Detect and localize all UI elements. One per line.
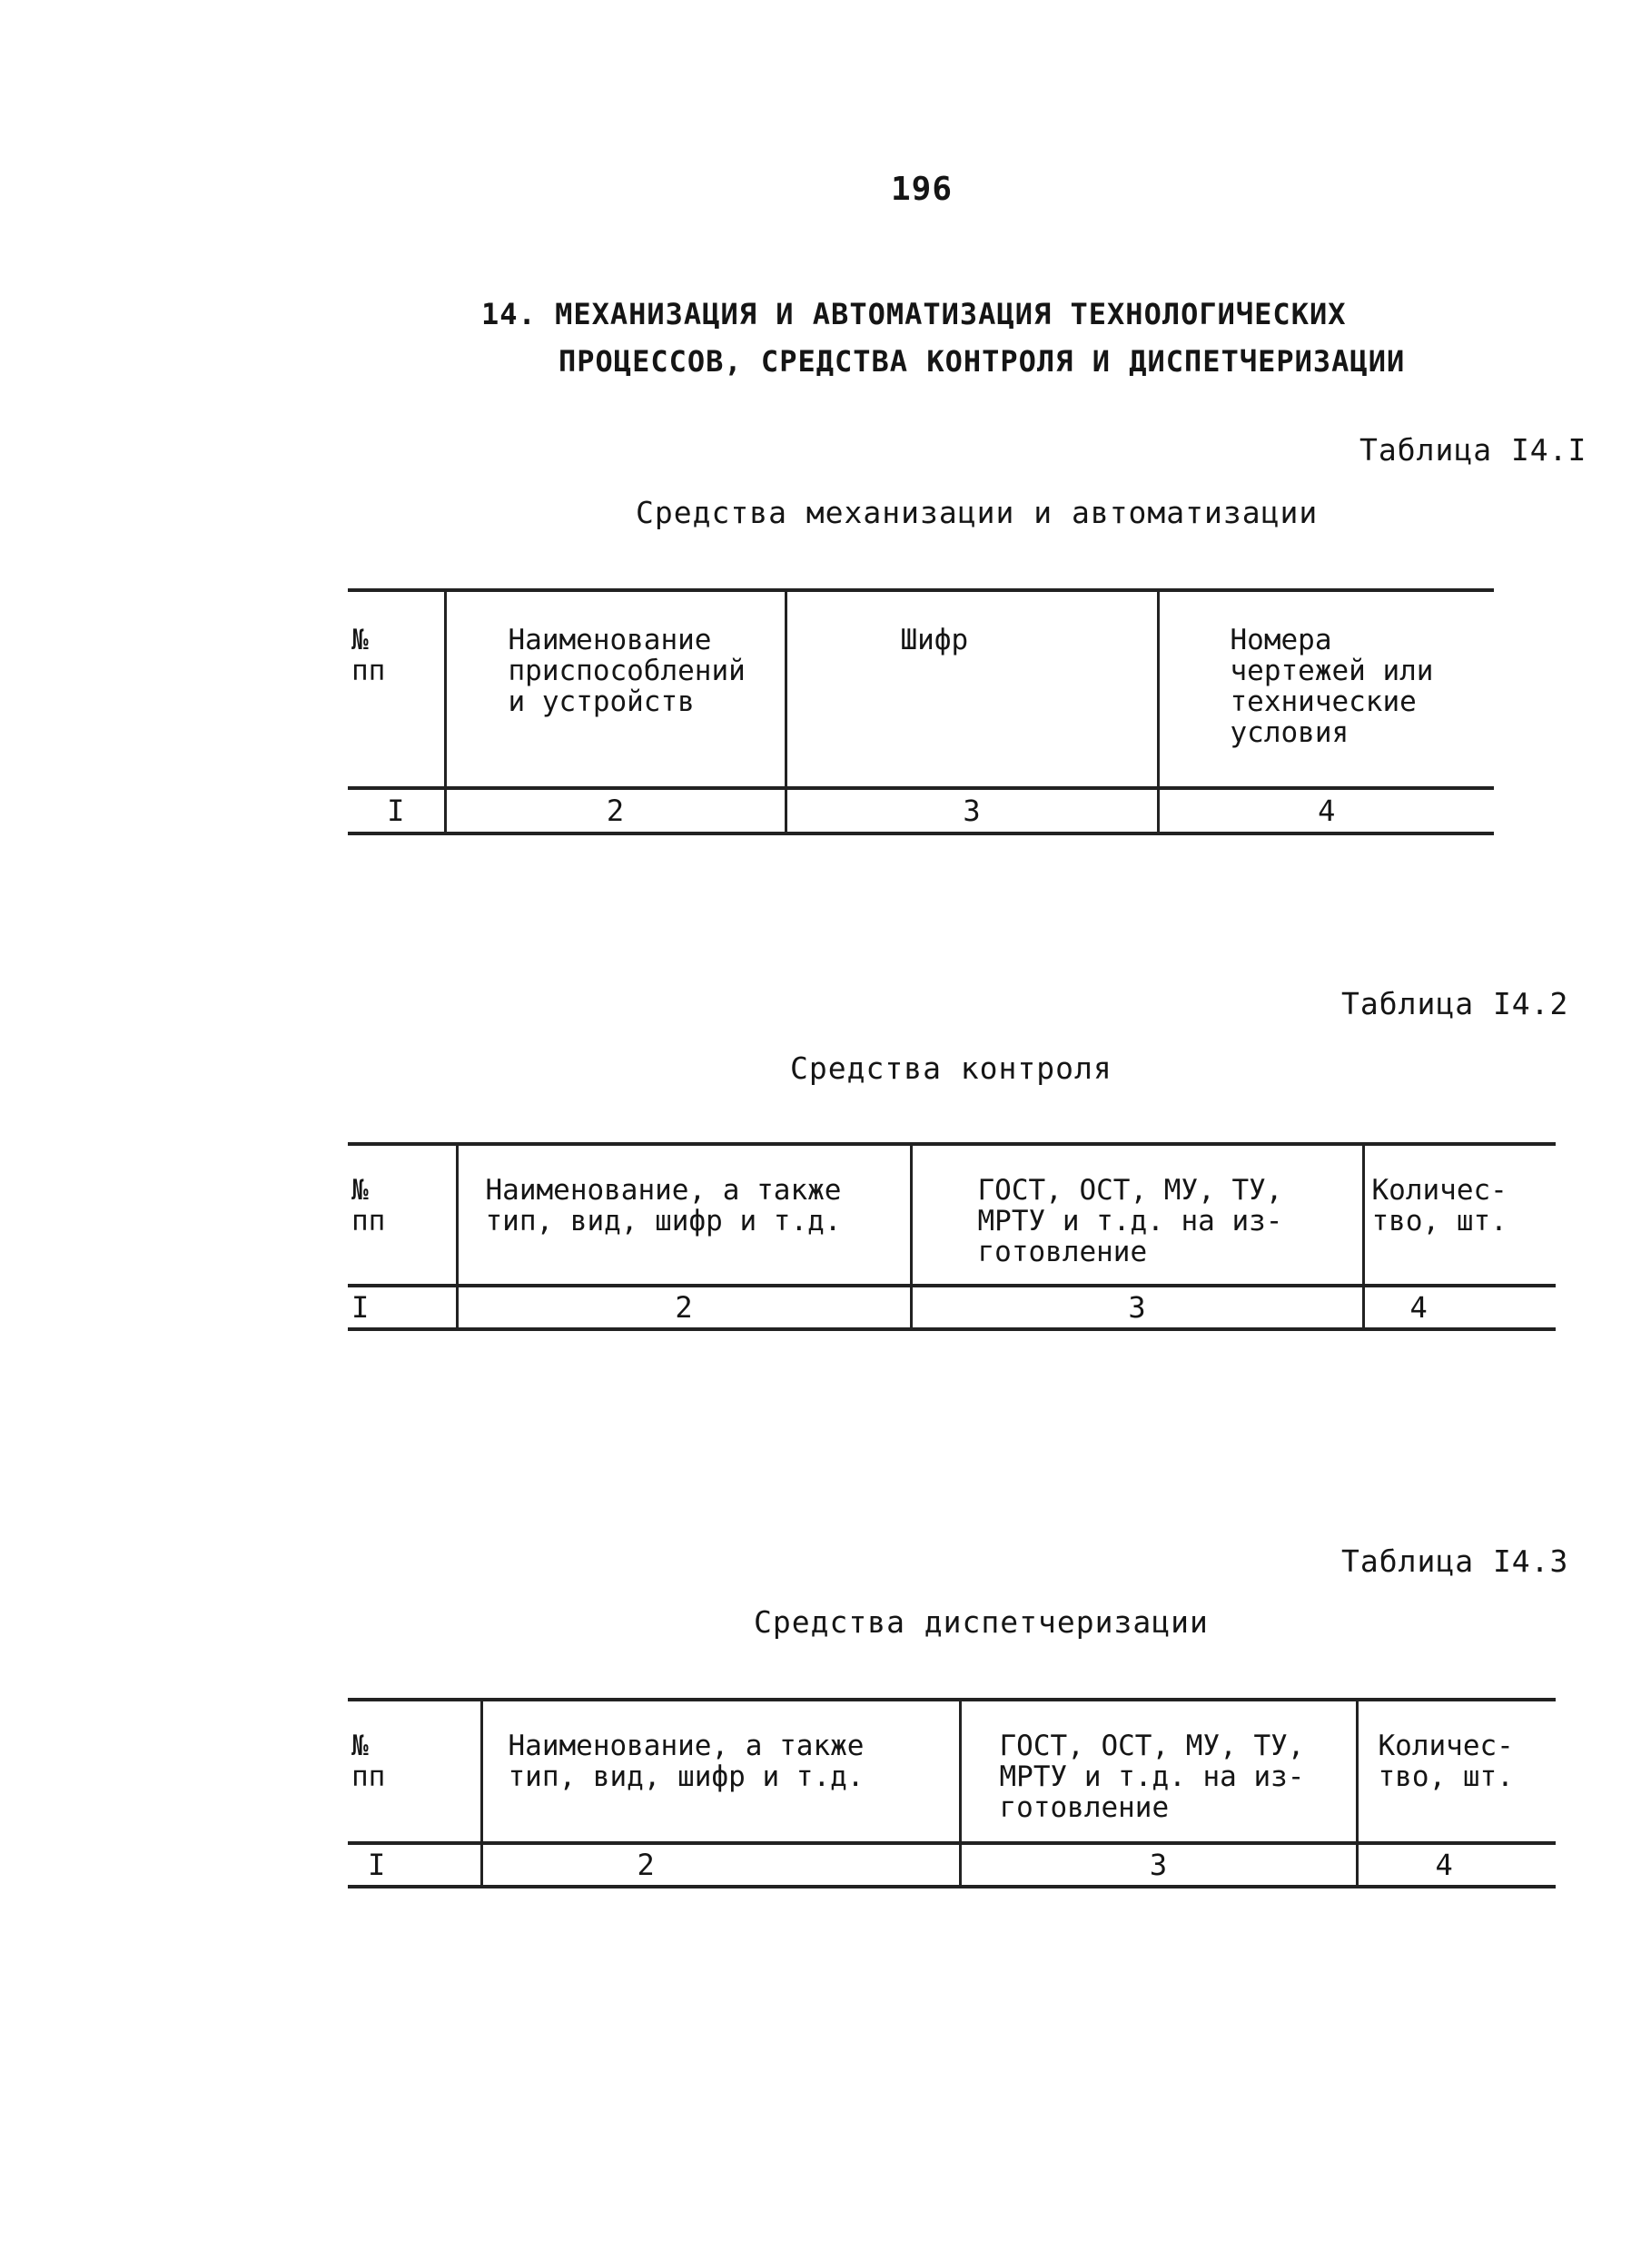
table-3-header-name: Наименование, а также тип, вид, шифр и т.д. [508,1730,865,1793]
table-2 [348,1142,1556,1331]
table-3-header-standard: ГОСТ, ОСТ, МУ, ТУ, МРТУ и т.д. на из- готовление [999,1730,1305,1824]
table-3-col-num-4: 4 [1357,1843,1556,1887]
table-3-label: Таблица I4.3 [1341,1543,1569,1579]
table-1-col-num-2: 2 [445,788,786,833]
table-1-header-number: № пп [351,624,386,687]
table-3-header-quantity: Количес- тво, шт. [1378,1730,1514,1793]
table-2-col-num-1: I [348,1286,457,1329]
table-1-title: Средства механизации и автоматизации [636,495,1319,530]
page-number: 196 [890,171,954,208]
table-1-col-num-4: 4 [1158,788,1494,833]
table-2-col-num-2: 2 [457,1286,911,1329]
table-2-label: Таблица I4.2 [1341,986,1569,1021]
table-2-col-num-4: 4 [1363,1286,1556,1329]
section-title-line-2: ПРОЦЕССОВ, СРЕДСТВА КОНТРОЛЯ И ДИСПЕТЧЕРИЗАЦИИ [559,344,1406,379]
table-1-label: Таблица I4.I [1359,432,1587,468]
table-3 [348,1698,1556,1888]
table-2-header-name: Наименование, а также тип, вид, шифр и т.д. [485,1174,842,1238]
table-3-col-num-1: I [348,1843,481,1887]
table-2-header-quantity: Количес- тво, шт. [1371,1174,1508,1238]
table-1-header-name: Наименование приспособлений и устройств [508,624,746,718]
section-title-line-1: 14. МЕХАНИЗАЦИЯ И АВТОМАТИЗАЦИЯ ТЕХНОЛОГИЧЕСКИХ [481,297,1347,331]
table-2-title: Средства контроля [790,1050,1112,1086]
section-title [481,291,1405,385]
table-3-title: Средства диспетчеризации [754,1604,1209,1640]
table-1 [348,588,1494,835]
table-1-header-code: Шифр [900,624,969,656]
table-3-col-num-2: 2 [481,1843,960,1887]
table-3-header-number: № пп [351,1730,386,1793]
table-2-header-standard: ГОСТ, ОСТ, МУ, ТУ, МРТУ и т.д. на из- готовление [977,1174,1283,1268]
table-2-col-num-3: 3 [911,1286,1363,1329]
table-1-col-num-3: 3 [786,788,1158,833]
table-1-col-num-1: I [348,788,445,833]
table-3-col-num-3: 3 [960,1843,1357,1887]
table-1-header-drawings: Номера чертежей или технические условия [1230,624,1434,749]
table-2-header-number: № пп [351,1174,386,1238]
